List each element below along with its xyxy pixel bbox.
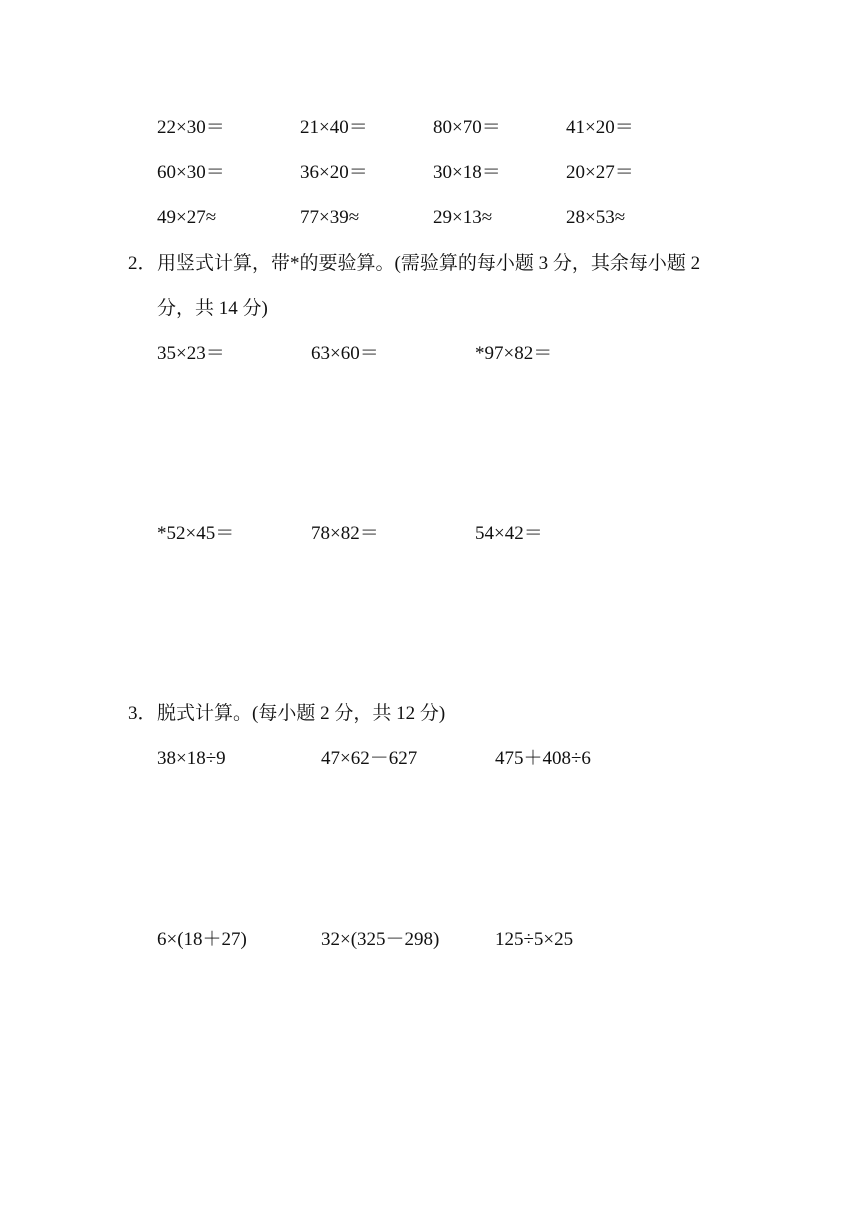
problem: *52×45＝ [157,523,235,544]
problem: 32×(325－298) [321,929,440,950]
section2-instruction-line1: 用竖式计算，带*的要验算。(需验算的每小题 3 分，其余每小题 2 [157,253,701,274]
problem: 60×30＝ [157,162,225,183]
problem: 6×(18＋27) [157,929,247,950]
problem: 28×53≈ [566,207,626,228]
problem: 475＋408÷6 [495,748,591,769]
problem: 35×23＝ [157,343,225,364]
problem: 78×82＝ [311,523,379,544]
problem: 30×18＝ [433,162,501,183]
problem: 80×70＝ [433,117,501,138]
problem: 38×18÷9 [157,748,226,769]
problem: 125÷5×25 [495,929,574,950]
problem: 20×27＝ [566,162,634,183]
problem: 63×60＝ [311,343,379,364]
problem: *97×82＝ [475,343,553,364]
problem: 22×30＝ [157,117,225,138]
problem: 41×20＝ [566,117,634,138]
section2-number: 2． [128,253,157,274]
problem: 36×20＝ [300,162,368,183]
problem: 49×27≈ [157,207,217,228]
problem: 29×13≈ [433,207,493,228]
section2-instruction-line2: 分，共 14 分) [157,298,268,319]
section3-number: 3． [128,703,157,724]
problem: 54×42＝ [475,523,543,544]
problem: 77×39≈ [300,207,360,228]
section3-instruction: 脱式计算。(每小题 2 分，共 12 分) [157,703,446,724]
problem: 47×62－627 [321,748,418,769]
problem: 21×40＝ [300,117,368,138]
